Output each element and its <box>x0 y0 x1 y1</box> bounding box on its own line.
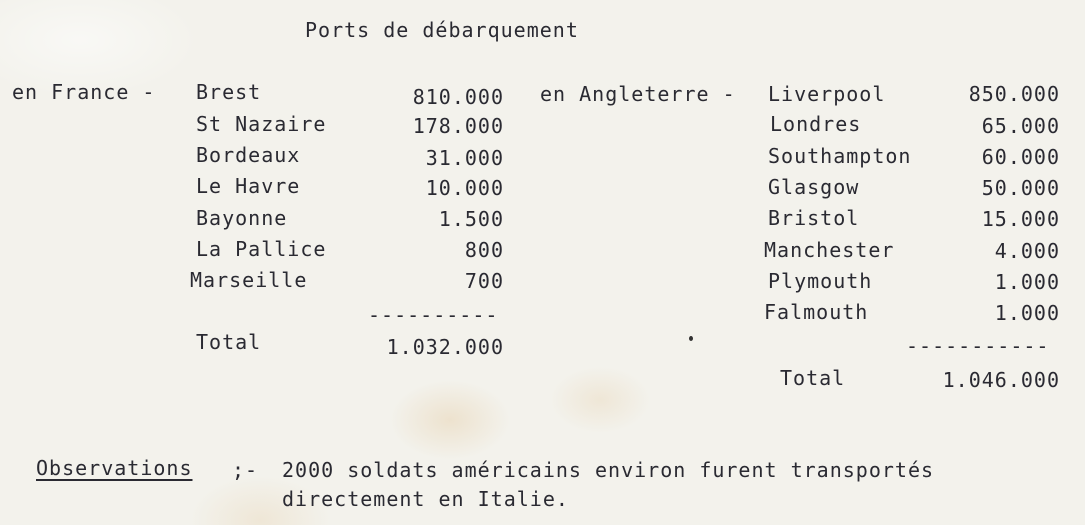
england-port-value: 65.000 <box>981 114 1060 138</box>
england-port-name: Liverpool <box>768 82 886 106</box>
ink-dot <box>689 336 693 341</box>
england-port-name: Plymouth <box>768 269 873 293</box>
france-port-value: 31.000 <box>425 146 504 170</box>
france-port-value: 810.000 <box>412 85 504 109</box>
england-total-label: Total <box>780 366 846 390</box>
france-port-name: Bayonne <box>196 206 288 230</box>
observations-line-2: directement en Italie. <box>282 487 569 511</box>
england-port-value: 60.000 <box>981 145 1060 169</box>
england-port-value: 15.000 <box>981 207 1060 231</box>
england-label: en Angleterre - <box>540 82 736 106</box>
france-port-name: Bordeaux <box>196 143 301 167</box>
france-port-value: 1.500 <box>438 207 504 231</box>
england-port-value: 850.000 <box>968 82 1060 106</box>
france-port-value: 800 <box>464 238 504 262</box>
observations-line-1: 2000 soldats américains environ furent transportés <box>282 458 935 482</box>
england-port-name: Manchester <box>764 238 895 262</box>
france-label: en France - <box>12 80 156 104</box>
england-port-name: Southampton <box>768 144 912 168</box>
france-port-name: Marseille <box>190 268 308 292</box>
england-port-value: 1.000 <box>994 301 1060 325</box>
france-port-name: Brest <box>196 80 262 104</box>
england-port-name: Londres <box>770 112 862 136</box>
observations-separator: ;- <box>232 458 259 482</box>
england-port-name: Glasgow <box>768 175 860 199</box>
england-port-name: Falmouth <box>764 300 869 324</box>
england-total-value: 1.046.000 <box>942 368 1060 392</box>
france-port-name: Le Havre <box>196 174 301 198</box>
england-port-value: 1.000 <box>994 270 1060 294</box>
france-port-name: St Nazaire <box>196 112 327 136</box>
france-separator: ---------- <box>368 303 499 327</box>
france-total-value: 1.032.000 <box>386 335 504 359</box>
england-port-value: 50.000 <box>981 176 1060 200</box>
france-total-label: Total <box>196 330 262 354</box>
france-port-value: 10.000 <box>425 176 504 200</box>
france-port-value: 700 <box>464 269 504 293</box>
france-port-value: 178.000 <box>412 114 504 138</box>
document-title: Ports de débarquement <box>305 18 579 42</box>
england-port-name: Bristol <box>768 206 860 230</box>
france-port-name: La Pallice <box>196 237 327 261</box>
england-separator: ----------- <box>906 334 1050 358</box>
england-port-value: 4.000 <box>994 239 1060 263</box>
observations-label: Observations <box>36 456 193 480</box>
